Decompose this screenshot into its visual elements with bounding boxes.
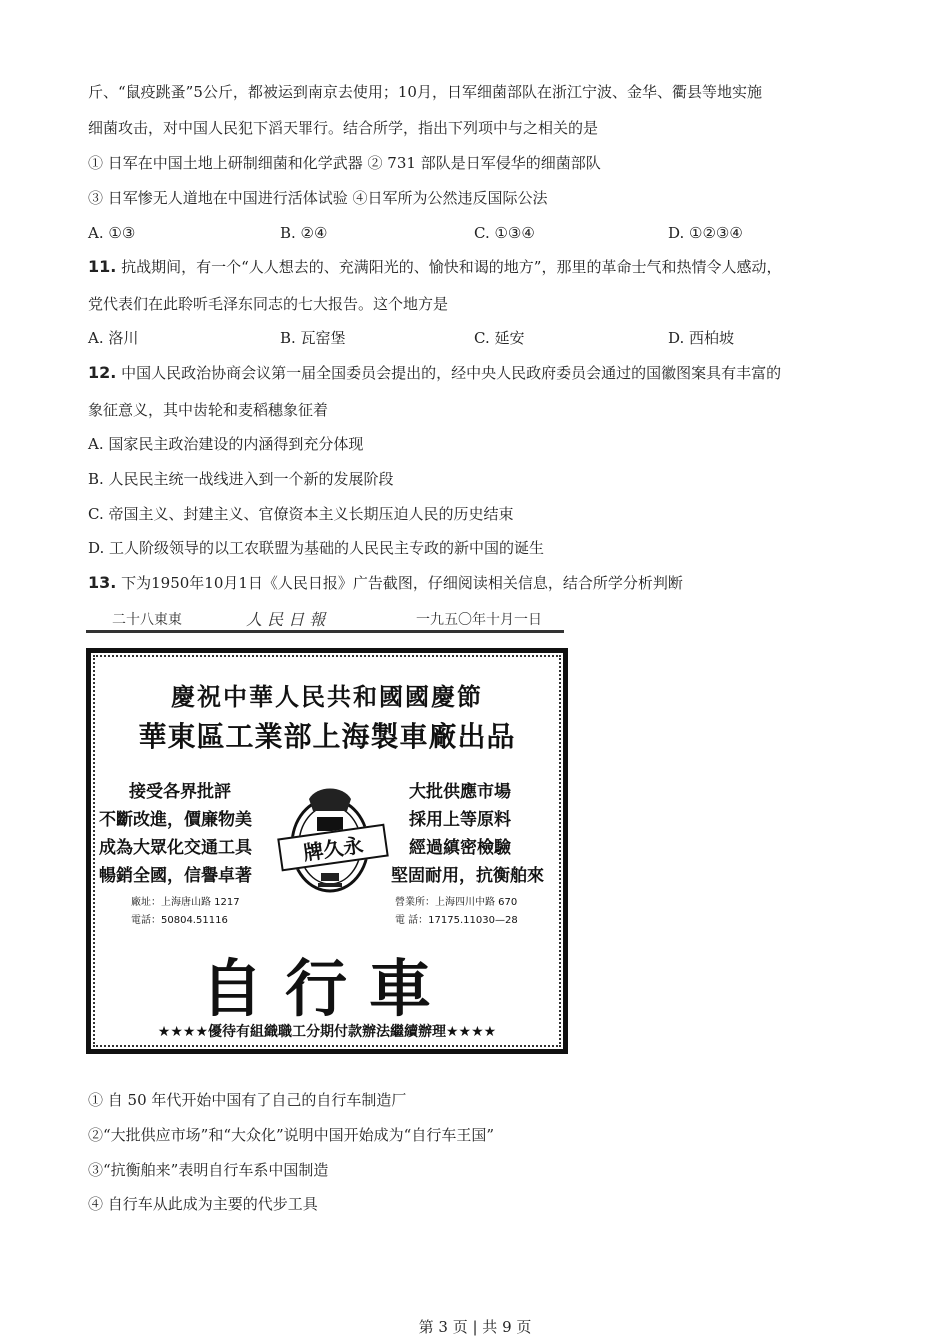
ad-right-line-4: 堅固耐用，抗衡舶來 [391,866,544,886]
ad-left-line-1: 接受各界批評 [129,782,231,802]
masthead-left: 二十八東東 [112,612,182,628]
q12-option-a: A. 国家民主政治建设的内涵得到充分体现 [88,435,364,453]
ad-title-2: 華東區工業部上海製車廠出品 [138,720,516,753]
ad-right-phone: 電 話：17175.11030—28 [395,915,518,926]
q10-option-c: C. ①③④ [474,224,535,242]
ad-left-phone: 電話：50804.51116 [131,915,228,926]
newspaper-masthead [86,606,564,632]
text-line-1: 斤、“鼠疫跳蚤”5公斤，都被运到南京去使用；10月，日军细菌部队在浙江宁波、金华、衢县等地实施 [88,83,762,101]
q13-statement-3: ③“抗衡舶来”表明自行车系中国制造 [88,1161,329,1179]
ad-footer-note: ★★★★優待有組織職工分期付款辦法繼續辦理★★★★ [157,1024,497,1040]
ad-right-address: 營業所：上海四川中路 670 [395,897,518,908]
q12-text-1: 中国人民政治协商会议第一届全国委员会提出的，经中央人民政府委员会通过的国徽图案具有丰富的 [121,364,782,382]
ad-left-line-3: 成為大眾化交通工具 [99,838,252,858]
q13-number: 13. [88,573,117,592]
q11-line-1 [88,257,781,277]
text-line-4: ③ 日军惨无人道地在中国进行活体试验 ④日军所为公然违反国际公法 [88,189,548,207]
q11-number: 11. [88,257,117,276]
q12-option-b: B. 人民民主统一战线进入到一个新的发展阶段 [88,470,394,488]
q13-statement-1: ① 自 50 年代开始中国有了自己的自行车制造厂 [88,1091,407,1109]
q11-option-a: A. 洛川 [88,329,139,347]
q13-statement-4: ④ 自行车从此成为主要的代步工具 [88,1195,318,1213]
masthead-center: 人 民 日 報 [246,610,326,629]
brand-name: 牌久永 [277,824,389,872]
page-footer: 第 3 页 | 共 9 页 [418,1318,532,1336]
q11-option-d: D. 西柏坡 [668,329,735,347]
ad-left-address: 廠址：上海唐山路 1217 [131,897,240,908]
q11-text-1: 抗战期间，有一个“人人想去的、充满阳光的、愉快和谒的地方”，那里的革命士气和热情令人感动， [121,258,782,276]
q12-text-2: 象征意义，其中齿轮和麦稻穗象征着 [88,401,329,419]
q13-text-1: 下为1950年10月1日《人民日报》广告截图，仔细阅读相关信息，结合所学分析判断 [121,574,683,592]
ad-title-1: 慶祝中華人民共和國國慶節 [171,683,483,711]
q10-option-b: B. ②④ [280,224,328,242]
q12-option-d: D. 工人阶级领导的以工农联盟为基础的人民民主专政的新中国的诞生 [88,539,545,557]
ad-left-line-2: 不斷改進，價廉物美 [99,810,252,830]
ad-left-line-4: 暢銷全國，信譽卓著 [99,866,252,886]
ad-right-line-2: 採用上等原料 [409,810,511,830]
q12-number: 12. [88,363,117,382]
q11-option-c: C. 延安 [474,329,525,347]
ad-right-line-1: 大批供應市場 [409,782,511,802]
newspaper-clipping [86,600,570,1056]
text-line-2: 细菌攻击，对中国人民犯下滔天罪行。结合所学，指出下列项中与之相关的是 [88,119,599,137]
q13-statement-2: ②“大批供应市场”和“大众化”说明中国开始成为“自行车王国” [88,1126,495,1144]
text-line-3: ① 日军在中国土地上研制细菌和化学武器 ② 731 部队是日军侵华的细菌部队 [88,154,601,172]
q10-option-d: D. ①②③④ [668,224,743,242]
ad-right-line-3: 經過縝密檢驗 [409,838,511,858]
q13-line-1 [88,573,683,593]
masthead-rule [86,630,564,633]
q12-option-c: C. 帝国主义、封建主义、官僚资本主义长期压迫人民的历史结束 [88,505,514,523]
q10-option-a: A. ①③ [88,224,136,242]
masthead-right: 一九五〇年十月一日 [416,612,542,628]
ad-product-name: 自行車 [200,952,453,1025]
q11-text-2: 党代表们在此聆听毛泽东同志的七大报告。这个地方是 [88,295,449,313]
bicycle-advertisement [86,648,568,1054]
q11-option-b: B. 瓦窑堡 [280,329,346,347]
q12-line-1 [88,363,781,383]
